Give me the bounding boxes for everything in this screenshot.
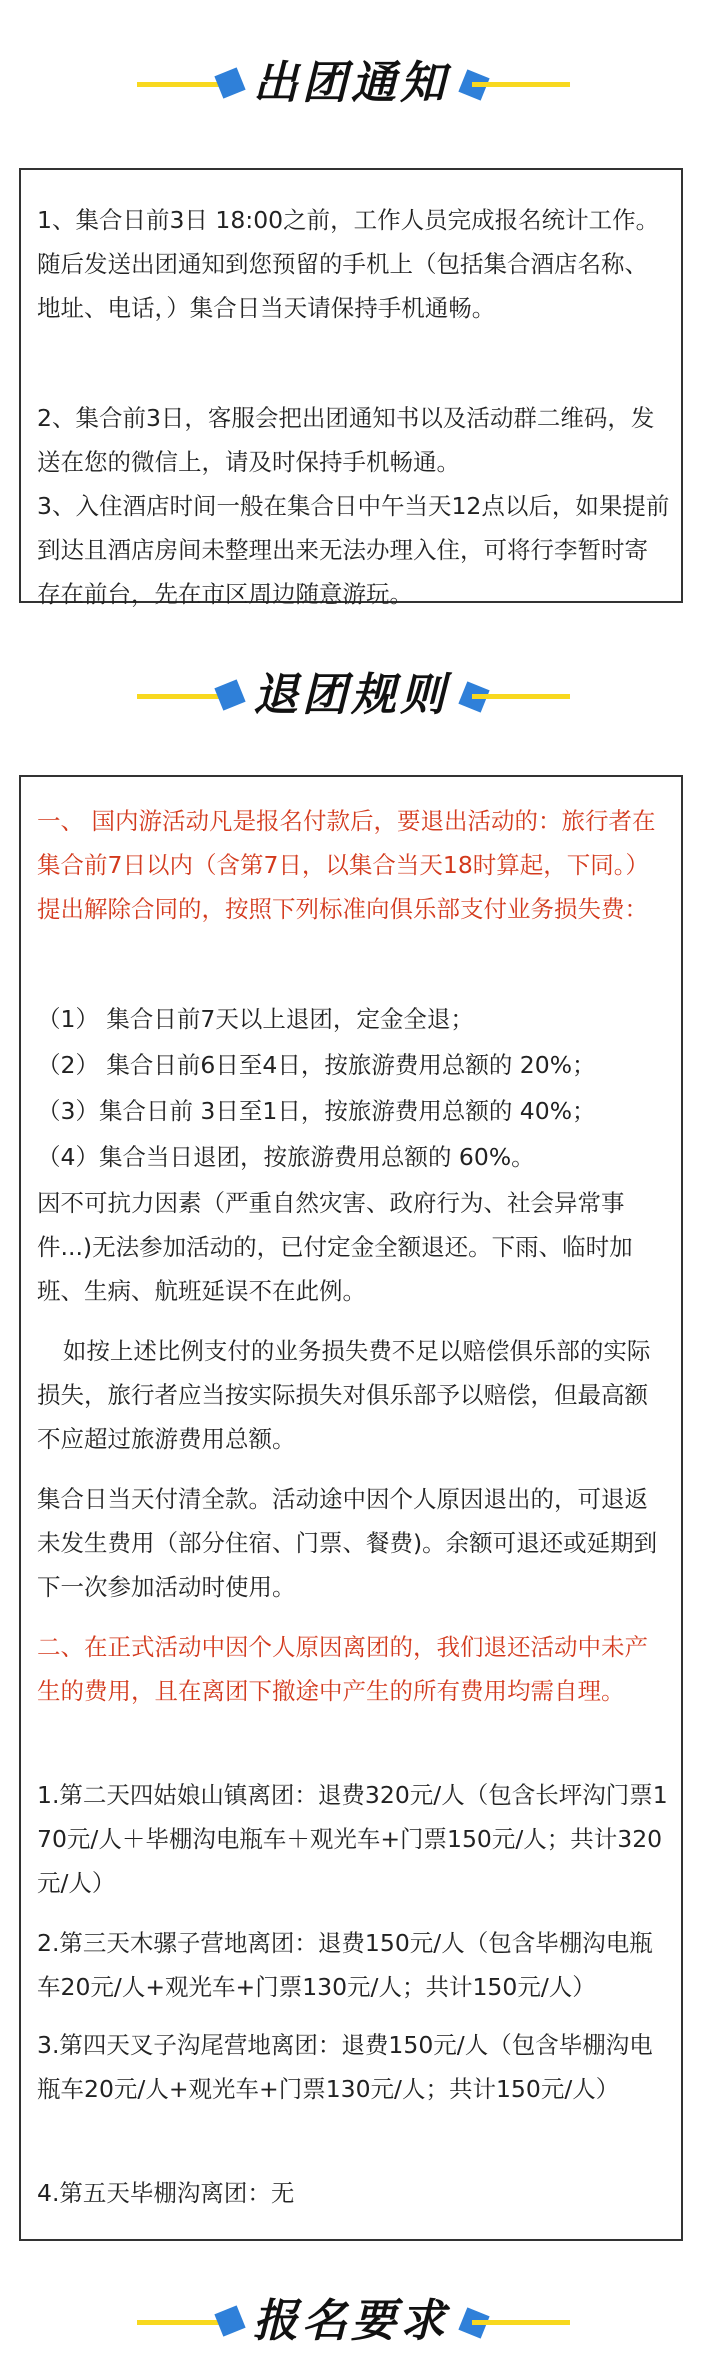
notice-item-1: 1、集合日前3日 18:00之前，工作人员完成报名统计工作。随后发送出团通知到您预留的手机上（包括集合酒店名称、地址、电话，）集合日当天请保持手机通畅。	[37, 206, 660, 322]
blue-square-decoration	[214, 67, 245, 98]
header-line-right	[472, 2320, 570, 2325]
notice-item-2: 2、集合前3日，客服会把出团通知书以及活动群二维码，发送在您的微信上，请及时保持手机畅通。	[37, 404, 655, 476]
payment-text: 集合日当天付清全款。活动途中因个人原因退出的，可退返未发生费用（部分住宿、门票、餐费)。余额可退还或延期到下一次参加活动时使用。	[37, 1485, 658, 1601]
notice-item-3: 3、入住酒店时间一般在集合日中午当天12点以后，如果提前到达且酒店房间未整理出来无法办理入住，可将行李暂时寄存在前台，先在市区周边随意游玩。	[37, 492, 670, 608]
compensation-text: 如按上述比例支付的业务损失费不足以赔偿俱乐部的实际损失，旅行者应当按实际损失对俱乐部予以赔偿，但最高额不应超过旅游费用总额。	[37, 1337, 651, 1453]
refund-tier-1: （1） 集合日前7天以上退团，定金全退；	[37, 1005, 474, 1033]
blue-square-decoration	[214, 2305, 245, 2336]
section-title: 出团通知	[252, 56, 449, 109]
exit-option-3: 3.第四天叉子沟尾营地离团：退费150元/人（包含毕棚沟电瓶车20元/人+观光车+门票130元/人；共计150元/人）	[37, 2031, 653, 2103]
section-title: 退团规则	[252, 668, 449, 721]
section-header-notice	[0, 45, 702, 125]
exit-option-4: 4.第五天毕棚沟离团：无	[37, 2179, 295, 2207]
exit-option-2: 2.第三天木骡子营地离团：退费150元/人（包含毕棚沟电瓶车20元/人+观光车+门票130元/人；共计150元/人）	[37, 1929, 653, 2001]
refund-box	[19, 775, 683, 2241]
notice-box	[19, 168, 683, 608]
header-line-right	[472, 694, 570, 699]
refund-tier-4: （4）集合当日退团，按旅游费用总额的 60%。	[37, 1143, 535, 1171]
refund-tier-3: （3）集合日前 3日至1日，按旅游费用总额的 40%；	[37, 1097, 596, 1125]
section-header-refund	[0, 657, 702, 737]
leave-group-rule: 二、在正式活动中因个人原因离团的，我们退还活动中未产生的费用，且在离团下撤途中产生的所有费用均需自理。	[37, 1633, 648, 1705]
refund-intro: 一、 国内游活动凡是报名付款后，要退出活动的：旅行者在集合前7日以内（含第7日，以集合当天18时算起，下同。）提出解除合同的，按照下列标准向俱乐部支付业务损失费：	[37, 807, 656, 923]
header-line-right	[472, 82, 570, 87]
exit-option-1: 1.第二天四姑娘山镇离团：退费320元/人（包含长坪沟门票170元/人＋毕棚沟电瓶车＋观光车+门票150元/人；共计320元/人）	[37, 1781, 668, 1897]
section-title: 报名要求	[252, 2294, 449, 2347]
section-header-signup	[0, 2283, 702, 2363]
blue-square-decoration	[214, 679, 245, 710]
refund-tier-2: （2） 集合日前6日至4日，按旅游费用总额的 20%；	[37, 1051, 596, 1079]
force-majeure-text: 因不可抗力因素（严重自然灾害、政府行为、社会异常事件...)无法参加活动的，已付定金全额退还。下雨、临时加班、生病、航班延误不在此例。	[37, 1189, 633, 1305]
